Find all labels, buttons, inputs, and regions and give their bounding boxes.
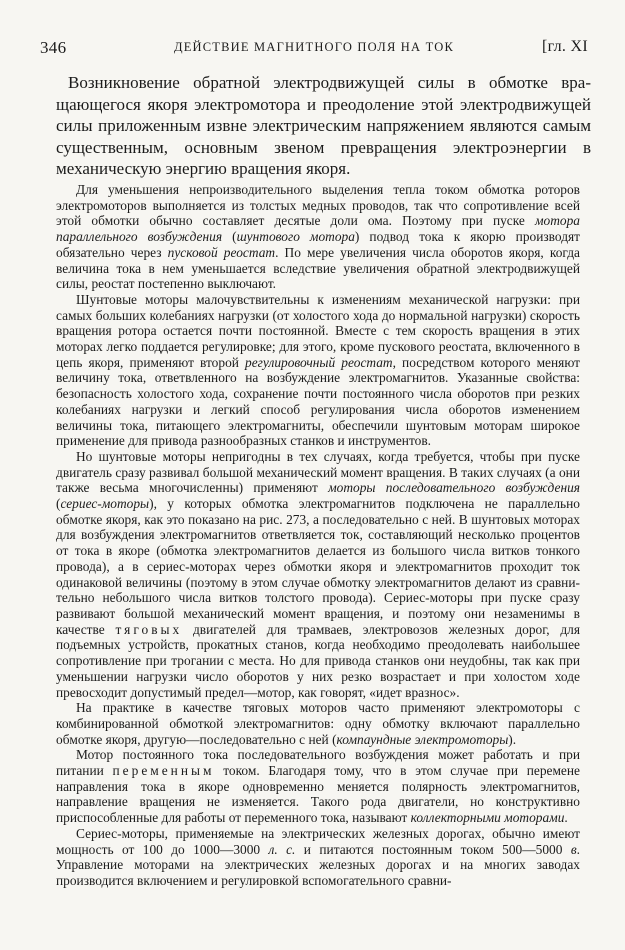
running-title: ДЕЙСТВИЕ МАГНИТНОГО ПОЛЯ НА ТОК <box>173 40 455 54</box>
paragraph-series-motors: Но шунтовые моторы непригодны в тех случаях, когда требуется, чтобы при пуске двигатель сразу развивал большой механический момент вращения. В таких случаях (а они также весьма многочисленны) применяют моторы последовательного возбуждения (сериес-моторы), у которых обмотка электромагнитов подключена не параллельно обмотке якоря, как это показано на рис. 273, а последовательно с ней. В шунтовых моторах для возбуждения электромагнитов ответвляется ток, составляющий несколько процентов от тока в якоре (обмотка электромагнитов делается из большого числа витков тонкого провода), а в сериес-моторах через обмотки якоря и электромагнитов проходит ток одинаковой величины (поэтому в этом случае обмотку электромагнитов делают из сравнительно небольшого числа витков толстого провода). Сериес-моторы при пуске сразу развивают большой механический момент вращения, и поэтому они незаменимы в качестве тяговых двигателей для трамваев, электровозов железных дорог, для подъемных устройств, прокатных станов, когда необходимо преодолевать наибольшее сопротивление при трогании с места. Но для привода станков они неудобны, так как при уменьшении нагрузки число оборотов у них резко возрастает и при холостом ходе превосходит допустимый предел—мотор, как говорят, «идет вразнос». <box>56 448 581 700</box>
paragraph-railway-motors: Сериес-моторы, применяемые на электрических железных дорогах, обычно имеют мощность от 100 до 1000—3000 л. с. и питаются постоянным током 500—5000 в. Управление моторами на электрических железных дорогах и на многих заводах производится включением и регулировкой вспомогательного сравни- <box>56 825 581 888</box>
paragraph-starting-resistance: Для уменьшения непроизводительного выделения тепла током обмотка роторов электромоторов выполняется из толстых медных проводов, так что сопротивление всей этой обмотки обычно составляет десятые доли ома. Поэтому при пуске мотора параллельного возбуждения (шунтового мотора) подвод тока к якорю производят обязательно через пусковой реостат. По мере увеличения числа оборотов якоря, когда величина тока в нем уменьшается вследствие увеличения обратной электродвижущей силы, реостат постепенно выключают. <box>56 182 581 292</box>
lead-paragraph: Возникновение обратной электродвижущей силы в обмотке вращающегося якоря электромотора и преодоление этой электродвижущей силы приложенным извне электрическим напряжением являются самым существенным, основным звеном превращения электроэнергии в механическую энергию вращения якоря. <box>56 73 591 178</box>
running-header <box>40 38 588 60</box>
page-number: 346 <box>40 38 67 57</box>
paragraph-shunt-motors: Шунтовые моторы малочувствительны к изменениям механической нагрузки: при самых больших колебаниях нагрузки (от холостого хода до нормальной нагрузки) скорость вращения ротора остается почти постоянной. Вместе с тем скорость вращения в этих моторах легко поддается регулировке; для этого, кроме пускового реостата, включенного в цепь якоря, применяют второй регулировочный реостат, посредством которого меняют величину тока, ответвленного на возбуждение электромагнитов. Указанные свойства: безопасность холостого хода, сохранение почти постоянного числа оборотов при резких колебаниях нагрузки и легкий способ регулирования числа оборотов изменением величины тока, питающего электромагниты, обеспечили шунтовым моторам широкое применение для привода разнообразных станков и инструментов. <box>56 291 580 449</box>
chapter-marker: [гл. XI <box>541 38 588 55</box>
paragraph-compound-motors: На практике в качестве тяговых моторов часто применяют электромоторы с комбинированной обмоткой электромагнитов: одну обмотку включают параллельно обмотке якоря, другую—последовательно с ней (компаундные электромоторы). <box>56 700 580 747</box>
body-text <box>56 182 580 889</box>
paragraph-ac-operation: Мотор постоянного тока последовательного возбуждения может работать и при питании переменным током. Благодаря тому, что в этом случае при перемене направления тока в якоре одновременно меняется полярность электромагнитов, направление вращения не изменяется. Такого рода двигатели, но конструктивно приспособленные для работы от переменного тока, называют коллекторными моторами. <box>56 747 580 826</box>
